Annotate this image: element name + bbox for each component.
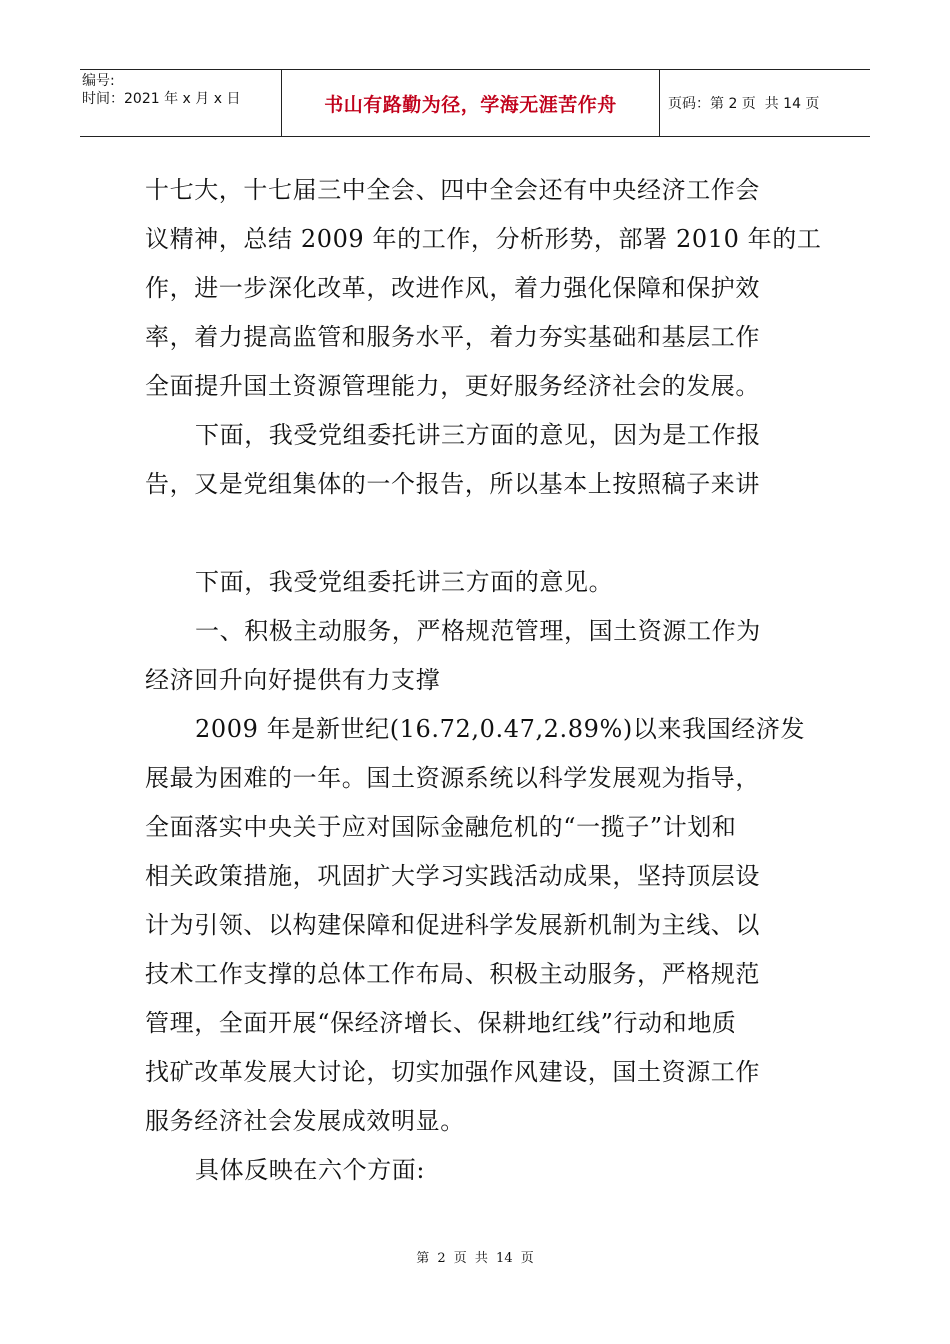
header-motto: 书山有路勤为径，学海无涯苦作舟: [324, 93, 617, 116]
text-line: 率，着力提高监管和服务水平，着力夯实基础和基层工作: [145, 323, 760, 351]
text-line: 全面落实中央关于应对国际金融危机的“一揽子”计划和: [145, 813, 737, 841]
document-body: [145, 166, 822, 1195]
text-line: 计为引领、以构建保障和促进科学发展新机制为主线、以: [145, 911, 760, 939]
text-line: 技术工作支撑的总体工作布局、积极主动服务，严格规范: [145, 960, 760, 988]
section-heading-one: [145, 607, 810, 705]
text-line: 全面提升国土资源管理能力，更好服务经济社会的发展。: [145, 372, 760, 400]
text-line: 作，进一步深化改革，改进作风，着力强化保障和保护效: [145, 274, 760, 302]
paragraph-six-aspects: [145, 1146, 810, 1195]
text-line: 经济回升向好提供有力支撑: [145, 666, 441, 694]
text-line: 告，又是党组集体的一个报告，所以基本上按照稿子来讲: [145, 470, 760, 498]
header-page-label: 页码：第 2 页 共 14 页: [668, 96, 820, 112]
text-line: 找矿改革发展大讨论，切实加强作风建设，国土资源工作: [145, 1058, 760, 1086]
header-motto-cell: [282, 70, 660, 136]
header-meta: [80, 70, 282, 136]
text-line: 下面，我受党组委托讲三方面的意见。: [195, 568, 614, 596]
time-label: 时间：2021 年 x 月 x 日: [82, 91, 241, 107]
paragraph-three-aspects: [145, 558, 810, 607]
text-line: 十七大，十七届三中全会、四中全会还有中央经济工作会: [145, 176, 760, 204]
paragraph-intro: [145, 166, 822, 411]
text-line: 服务经济社会发展成效明显。: [145, 1107, 465, 1135]
text-line: 2009 年是新世纪(16.72,0.47,2.89%)以来我国经济发: [195, 715, 806, 743]
text-line: 议精神，总结 2009 年的工作，分析形势，部署 2010 年的工: [145, 225, 822, 253]
header-page-cell: [660, 70, 870, 136]
paragraph-2009-summary: [145, 705, 810, 1146]
document-header: [80, 69, 870, 137]
text-line: 一、积极主动服务，严格规范管理，国土资源工作为: [195, 617, 761, 645]
text-line: 展最为困难的一年。国土资源系统以科学发展观为指导，: [145, 764, 760, 792]
page-footer: 第 2 页 共 14 页: [416, 1251, 534, 1266]
text-line: 相关政策措施，巩固扩大学习实践活动成果，坚持顶层设: [145, 862, 760, 890]
text-line: 管理，全面开展“保经济增长、保耕地红线”行动和地质: [145, 1009, 737, 1037]
text-line: 下面，我受党组委托讲三方面的意见，因为是工作报: [195, 421, 761, 449]
text-line: 具体反映在六个方面:: [195, 1156, 426, 1184]
blank-line: [145, 509, 810, 558]
number-label: 编号:: [82, 73, 115, 89]
paragraph-report-note: [145, 411, 810, 509]
